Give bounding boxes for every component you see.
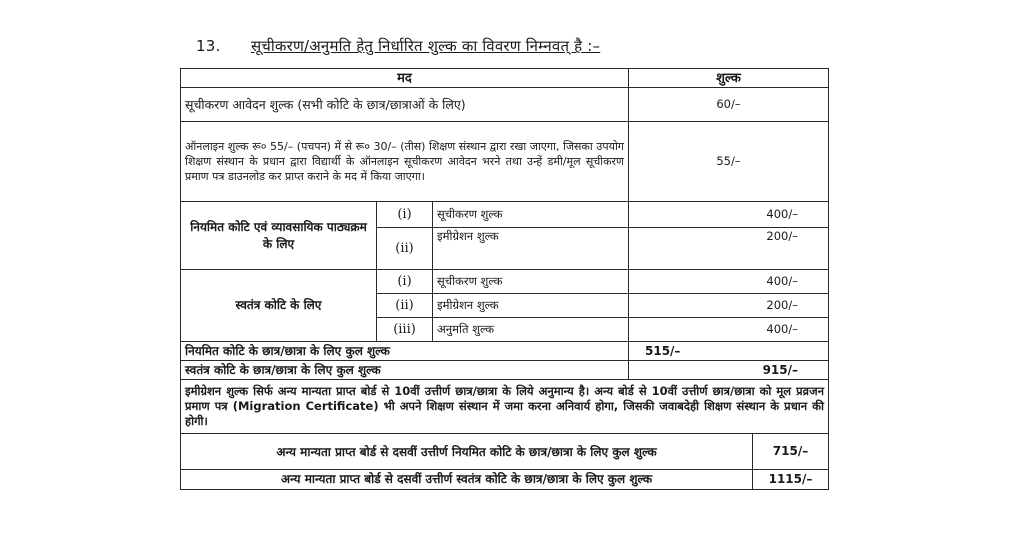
total-regular-value: 515/– — [629, 342, 829, 361]
table-row — [181, 434, 829, 470]
migration-note: इमीग्रेशन शुल्क सिर्फ अन्य मान्यता प्राप्त बोर्ड से 10वीं उत्तीर्ण छात्र/छात्रा के लिये अनुमान्य है। अन्य बोर्ड से 10वीं उत्तीर्ण छात्र/छात्रा को मूल प्रव्रजन प्रमाण पत्र (Migration Certificate) भी अपने शिक्षण संस्थान में जमा करना अनिवार्य होगा, जिसकी जवाबदेही शिक्षण संस्थान के प्रधान की होगी। — [181, 380, 829, 434]
item-number: (i) — [377, 270, 433, 294]
table-row — [181, 122, 829, 202]
table-row — [181, 342, 829, 361]
item-name: सूचीकरण शुल्क — [433, 202, 629, 228]
item-fee: 400/– — [629, 202, 829, 228]
registration-fee-label: सूचीकरण आवेदन शुल्क (सभी कोटि के छात्र/छात्राओं के लिए) — [181, 88, 629, 122]
other-board-private-label: अन्य मान्यता प्राप्त बोर्ड से दसवीं उत्तीर्ण स्वतंत्र कोटि के छात्र/छात्रा के लिए कुल शुल्क — [181, 470, 753, 490]
item-name: सूचीकरण शुल्क — [433, 270, 629, 294]
total-private-value: 915/– — [629, 361, 829, 380]
table-row — [181, 202, 829, 228]
total-private-label: स्वतंत्र कोटि के छात्र/छात्रा के लिए कुल शुल्क — [181, 361, 629, 380]
item-fee: 400/– — [629, 270, 829, 294]
header-item: मद — [181, 69, 629, 88]
regular-category-label: नियमित कोटि एवं व्यावसायिक पाठ्यक्रम के लिए — [181, 202, 377, 270]
other-board-regular-value: 715/– — [753, 434, 829, 470]
table-row — [181, 380, 829, 434]
item-number: (ii) — [377, 294, 433, 318]
private-category-label: स्वतंत्र कोटि के लिए — [181, 270, 377, 342]
item-name: अनुमति शुल्क — [433, 318, 629, 342]
item-number: (i) — [377, 202, 433, 228]
other-board-private-value: 1115/– — [753, 470, 829, 490]
table-row — [181, 361, 829, 380]
total-regular-label: नियमित कोटि के छात्र/छात्रा के लिए कुल शुल्क — [181, 342, 629, 361]
header-fee: शुल्क — [629, 69, 829, 88]
table-row — [181, 470, 829, 490]
section-title: सूचीकरण/अनुमति हेतु निर्धारित शुल्क का विवरण निम्नवत् है :– — [250, 37, 601, 55]
table-row — [181, 270, 829, 294]
table-row — [181, 88, 829, 122]
item-fee: 200/– — [629, 228, 829, 270]
section-heading — [196, 36, 600, 56]
registration-fee-value: 60/– — [629, 88, 829, 122]
item-number: (iii) — [377, 318, 433, 342]
online-fee-description: ऑनलाइन शुल्क रू० 55/– (पचपन) में से रू० 30/– (तीस) शिक्षण संस्थान द्वारा रखा जाएगा, जिसका उपयोग शिक्षण संस्थान के प्रधान द्वारा विद्यार्थी के ऑनलाइन सूचीकरण आवेदन भरने तथा उन्हें डमी/मूल सूचीकरण प्रमाण पत्र डाउनलोड कर प्राप्त कराने के मद में किया जाएगा। — [181, 122, 629, 202]
item-name: इमीग्रेशन शुल्क — [433, 228, 629, 270]
fee-table — [180, 68, 829, 490]
item-number: (ii) — [377, 228, 433, 270]
table-header-row — [181, 69, 829, 88]
online-fee-value: 55/– — [629, 122, 829, 202]
section-number: 13. — [196, 37, 221, 55]
item-fee: 400/– — [629, 318, 829, 342]
item-name: इमीग्रेशन शुल्क — [433, 294, 629, 318]
item-fee: 200/– — [629, 294, 829, 318]
other-board-regular-label: अन्य मान्यता प्राप्त बोर्ड से दसवीं उत्तीर्ण नियमित कोटि के छात्र/छात्रा के लिए कुल शुल्क — [181, 434, 753, 470]
